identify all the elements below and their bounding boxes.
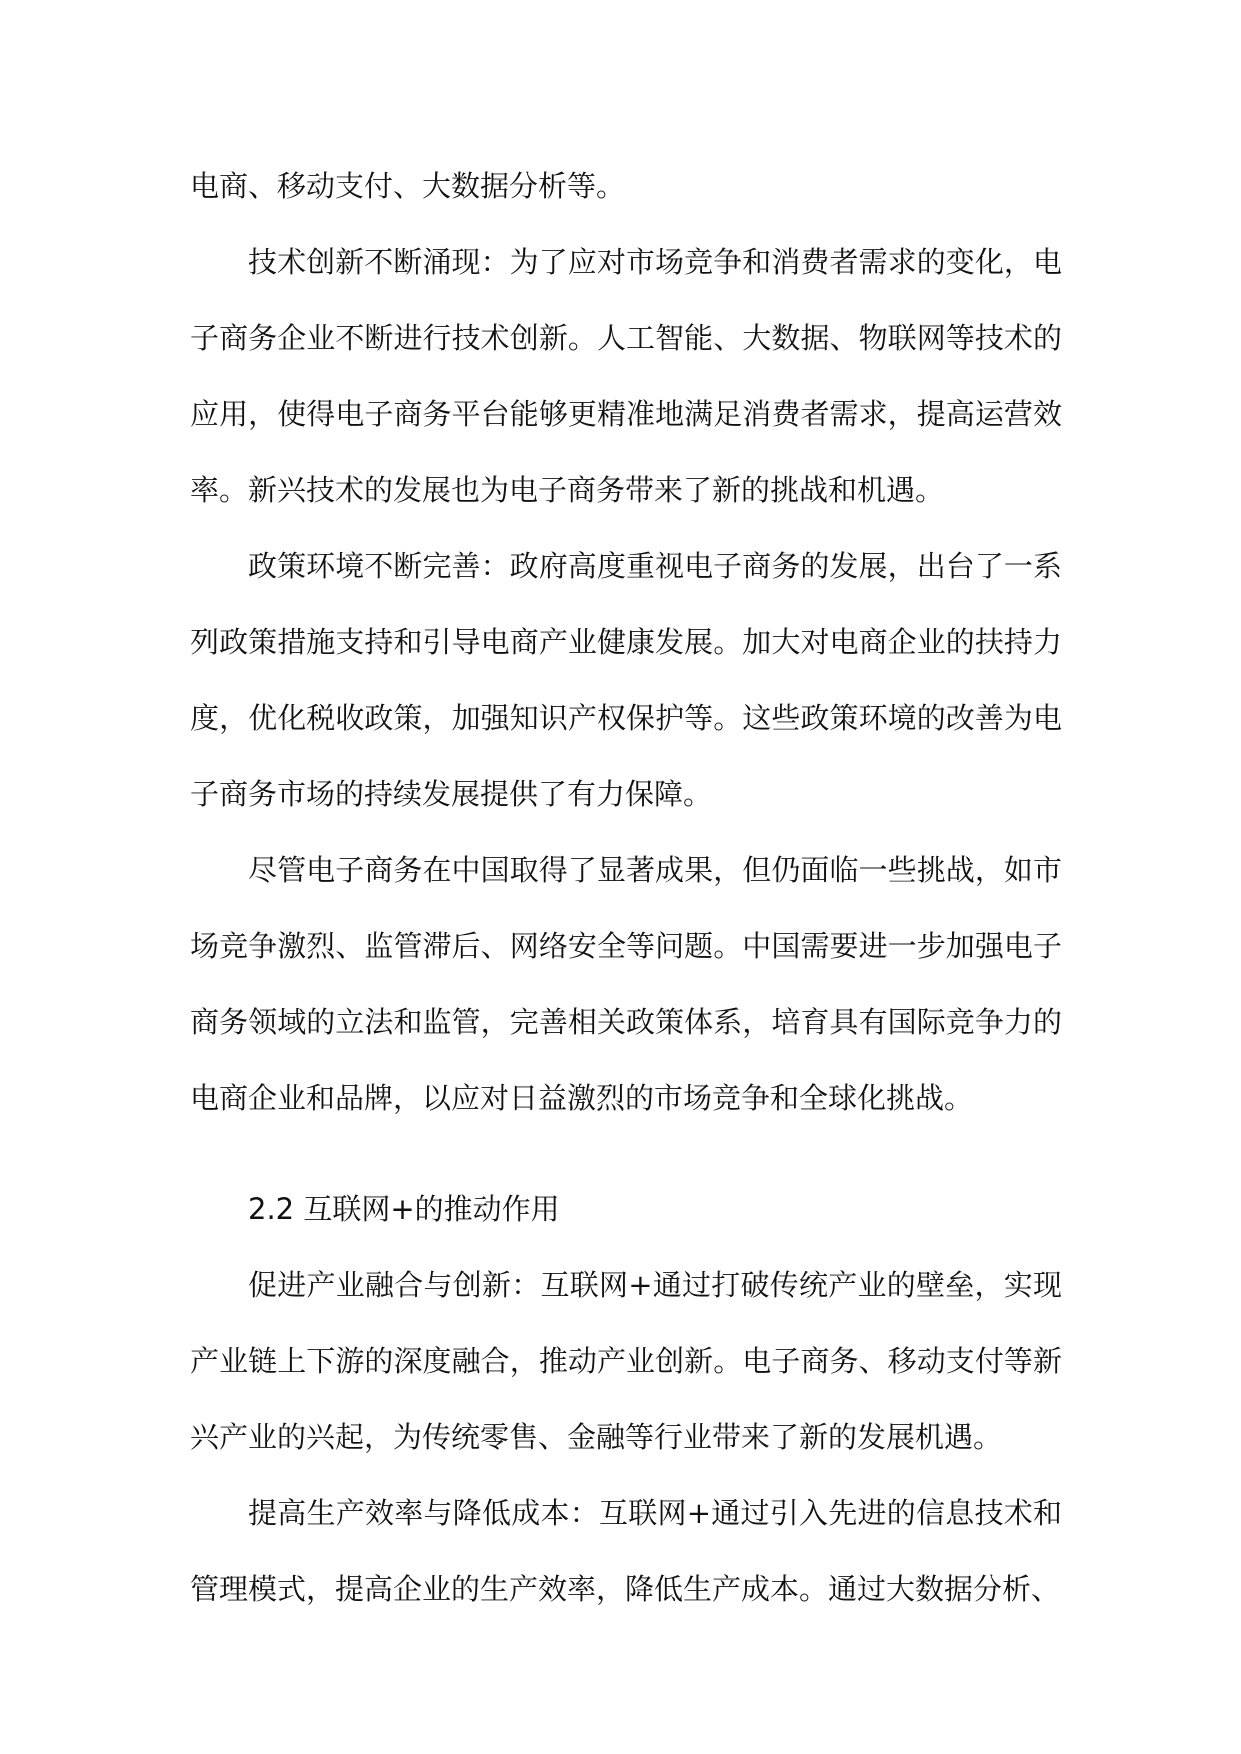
paragraph-policy-environment: 政策环境不断完善：政府高度重视电子商务的发展，出台了一系列政策措施支持和引导电商产业健康发展。加大对电商企业的扶持力度，优化税收政策，加强知识产权保护等。这些政策环境的改善为电子商务市场的持续发展提供了有力保障。 — [190, 549, 1062, 811]
document-body — [190, 148, 1062, 1627]
paragraph-continuation: 电商、移动支付、大数据分析等。 — [190, 169, 626, 203]
paragraph-challenges: 尽管电子商务在中国取得了显著成果，但仍面临一些挑战，如市场竞争激烈、监管滞后、网络安全等问题。中国需要进一步加强电子商务领域的立法和监管，完善相关政策体系，培育具有国际竞争力的电商企业和品牌，以应对日益激烈的市场竞争和全球化挑战。 — [190, 853, 1062, 1115]
paragraph-efficiency: 提高生产效率与降低成本：互联网+通过引入先进的信息技术和管理模式，提高企业的生产效率，降低生产成本。通过大数据分析、 — [190, 1496, 1062, 1606]
paragraph-industry-integration: 促进产业融合与创新：互联网+通过打破传统产业的壁垒，实现产业链上下游的深度融合，推动产业创新。电子商务、移动支付等新兴产业的兴起，为传统零售、金融等行业带来了新的发展机遇。 — [190, 1268, 1062, 1454]
section-heading: 2.2 互联网+的推动作用 — [248, 1192, 560, 1226]
paragraph-tech-innovation: 技术创新不断涌现：为了应对市场竞争和消费者需求的变化，电子商务企业不断进行技术创新。人工智能、大数据、物联网等技术的应用，使得电子商务平台能够更精准地满足消费者需求，提高运营效率。新兴技术的发展也为电子商务带来了新的挑战和机遇。 — [190, 245, 1062, 507]
